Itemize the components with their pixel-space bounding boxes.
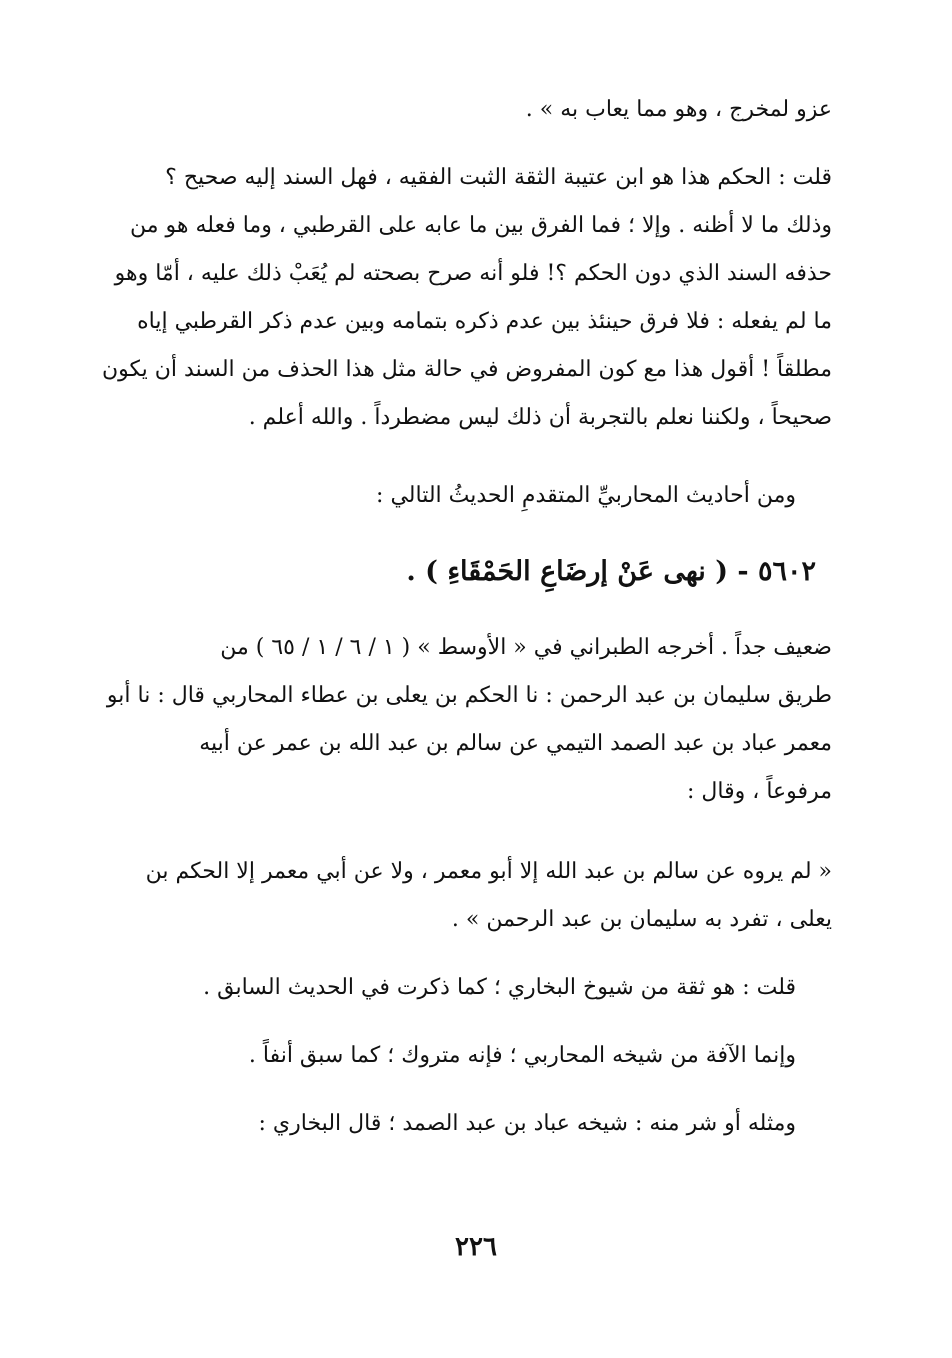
- text-line: « لم يروه عن سالم بن عبد الله إلا أبو معمر ، ولا عن أبي معمر إلا الحكم بن: [145, 859, 832, 884]
- page-number: ٢٢٦: [455, 1232, 497, 1262]
- paragraph-takhrij: [92, 624, 832, 816]
- paragraph-continuation: عزو لمخرج ، وهو مما يعاب به » .: [525, 97, 832, 122]
- paragraph-intro: ومن أحاديث المحاربيِّ المتقدمِ الحديثُ التالي :: [376, 483, 796, 508]
- text-line: ضعيف جداً . أخرجه الطبراني في « الأوسط » ( ١ / ٦ / ١ / ٦٥ ) من: [220, 635, 832, 660]
- text-line: قلت : الحكم هذا هو ابن عتيبة الثقة الثبت الفقيه ، فهل السند إليه صحيح ؟: [165, 165, 832, 190]
- text-line: حذفه السند الذي دون الحكم ؟! فلو أنه صرح بصحته لم يُعَبْ ذلك عليه ، أمّا وهو: [114, 261, 832, 286]
- text-line: معمر عباد بن عبد الصمد التيمي عن سالم بن عبد الله بن عمر عن أبيه: [199, 731, 832, 756]
- text-line: ما لم يفعله : فلا فرق حينئذ بين عدم ذكره بتمامه وبين عدم ذكر القرطبي إياه: [137, 309, 832, 334]
- text-line: صحيحاً ، ولكننا نعلم بالتجربة أن ذلك ليس مضطرداً . والله أعلم .: [248, 405, 832, 430]
- paragraph-commentary: [92, 154, 832, 442]
- text-line: مرفوعاً ، وقال :: [687, 779, 832, 804]
- hadith-title: ٥٦٠٢ - ( نهى عَنْ إرضَاعِ الحَمْقَاءِ ) .: [406, 556, 816, 587]
- paragraph-note-2: وإنما الآفة من شيخه المحاربي ؛ فإنه متروك ؛ كما سبق أنفاً .: [248, 1043, 796, 1068]
- paragraph-note-3: ومثله أو شر منه : شيخه عباد بن عبد الصمد ؛ قال البخاري :: [258, 1111, 796, 1136]
- paragraph-quote: [92, 848, 832, 944]
- text-line: يعلى ، تفرد به سليمان بن عبد الرحمن » .: [451, 907, 832, 932]
- text-line: مطلقاً ! أقول هذا مع كون المفروض في حالة مثل هذا الحذف من السند أن يكون: [101, 357, 832, 382]
- text-line: طريق سليمان بن عبد الرحمن : نا الحكم بن يعلى بن عطاء المحاربي قال : نا أبو: [106, 683, 832, 708]
- text-line: وذلك ما لا أظنه . وإلا ؛ فما الفرق بين ما عابه على القرطبي ، وما فعله هو من: [130, 213, 832, 238]
- paragraph-note-1: قلت : هو ثقة من شيوخ البخاري ؛ كما ذكرت في الحديث السابق .: [203, 975, 796, 1000]
